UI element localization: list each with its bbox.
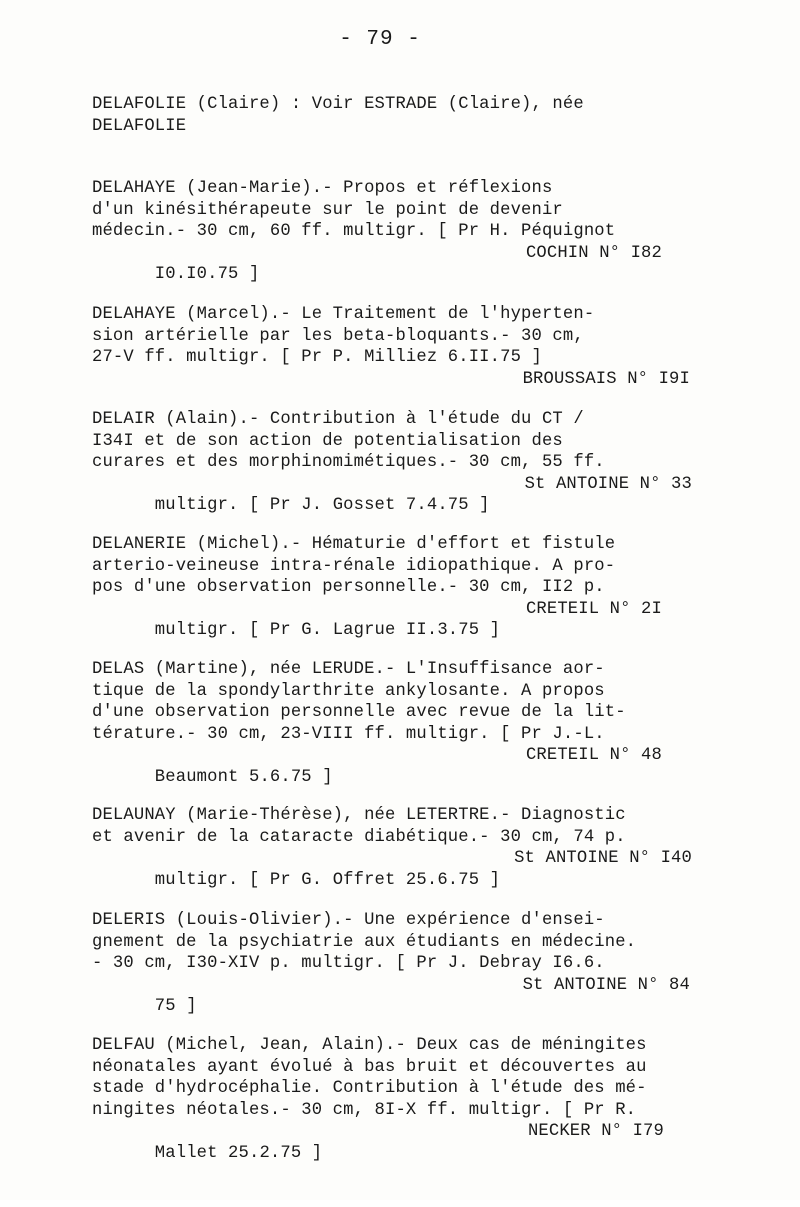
entry-line: néonatales ayant évolué à bas bruit et découvertes au [92,1057,647,1077]
entry-line: pos d'une observation personnelle.- 30 cm, II2 p. [92,578,605,597]
library-location: St ANTOINE N° 84 [522,975,690,995]
entry-deleris [92,910,692,1016]
entry-line-with-location [92,975,692,1016]
library-location: NECKER N° I79 [527,1122,664,1141]
entry-line: sion artérielle par les beta-bloquants.- 30 cm, [92,326,584,346]
entry-line-with-location [92,243,692,284]
entry-line: ningites néotales.- 30 cm, 8I-X ff. multigr. [ Pr R. [92,1100,637,1120]
entry-line: DELAS (Martine), née LERUDE.- L'Insuffisance aor- [92,660,605,679]
entry-line: DELAFOLIE [92,116,187,136]
entry-delahaye-marcel [92,304,692,390]
entry-line: gnement de la psychiatrie aux étudiants en médecine. [92,932,637,952]
entry-line-with-location [92,474,692,515]
entry-line: térature.- 30 cm, 23-VIII ff. multigr. [ Pr J.-L. [92,724,605,744]
entry-delfau [92,1035,692,1163]
entry-line: curares et des morphinomimétiques.- 30 cm, 55 ff. [92,453,605,472]
entry-delair [92,409,692,515]
library-location: COCHIN N° I82 [525,243,662,263]
library-location: St ANTOINE N° 33 [524,474,692,494]
entry-line-with-location [92,848,692,890]
entry-line: médecin.- 30 cm, 60 ff. multigr. [ Pr H. Péquignot [92,222,616,241]
entry-line: DELAIR (Alain).- Contribution à l'étude du CT / [92,410,584,429]
entry-line: I34I et de son action de potentialisation des [92,431,563,451]
entry-line: tique de la spondylarthrite ankylosante. A propos [92,681,605,701]
entry-line-with-location [92,1121,692,1163]
entry-line: DELAUNAY (Marie-Thérèse), née LETERTRE.- Diagnostic [92,806,626,825]
library-location: BROUSSAIS N° I9I [522,369,690,389]
page-number: - 79 - [339,28,421,51]
entry-delahaye-jean-marie [92,178,692,284]
entry-line: DELAHAYE (Jean-Marie).- Propos et réflexions [92,179,553,198]
entry-line: DELFAU (Michel, Jean, Alain).- Deux cas de méningites [92,1036,647,1055]
entry-line: et avenir de la cataracte diabétique.- 30 cm, 74 p. [92,827,626,847]
entry-line: Mallet 25.2.75 ] [154,1143,323,1163]
entry-delaunay [92,805,692,890]
library-location: CRETEIL N° 48 [525,746,662,765]
entry-line: DELAFOLIE (Claire) : Voir ESTRADE (Claire), née [92,95,584,114]
entry-line: multigr. [ Pr J. Gosset 7.4.75 ] [154,496,490,515]
entry-delas [92,659,692,787]
entry-line: 27-V ff. multigr. [ Pr P. Milliez 6.II.75 ] [92,348,542,367]
entry-line: d'un kinésithérapeute sur le point de devenir [92,200,563,220]
entry-line: multigr. [ Pr G. Offret 25.6.75 ] [154,870,501,890]
entry-line: I0.I0.75 ] [154,265,260,284]
entry-delafolie [92,94,692,137]
entry-line: DELAHAYE (Marcel).- Le Traitement de l'hyperten- [92,305,595,324]
entry-line: d'une observation personnelle avec revue de la lit- [92,703,626,722]
entry-line-with-location [92,599,692,640]
entry-line: DELERIS (Louis-Olivier).- Une expérience d'ensei- [92,911,605,930]
entry-line: 75 ] [154,997,197,1016]
library-location: CRETEIL N° 2I [525,599,662,619]
entry-delanerie [92,534,692,640]
entry-line: multigr. [ Pr G. Lagrue II.3.75 ] [154,621,501,640]
library-location: St ANTOINE N° I40 [514,849,692,868]
entry-line: - 30 cm, I30-XIV p. multigr. [ Pr J. Debray I6.6. [92,954,605,973]
entry-line: arterio-veineuse intra-rénale idiopathique. A pro- [92,556,616,576]
entry-line: stade d'hydrocéphalie. Contribution à l'étude des mé- [92,1079,647,1098]
entry-line: Beaumont 5.6.75 ] [154,767,333,787]
entry-line: DELANERIE (Michel).- Hématurie d'effort et fistule [92,535,616,554]
entry-line-with-location [92,745,692,787]
